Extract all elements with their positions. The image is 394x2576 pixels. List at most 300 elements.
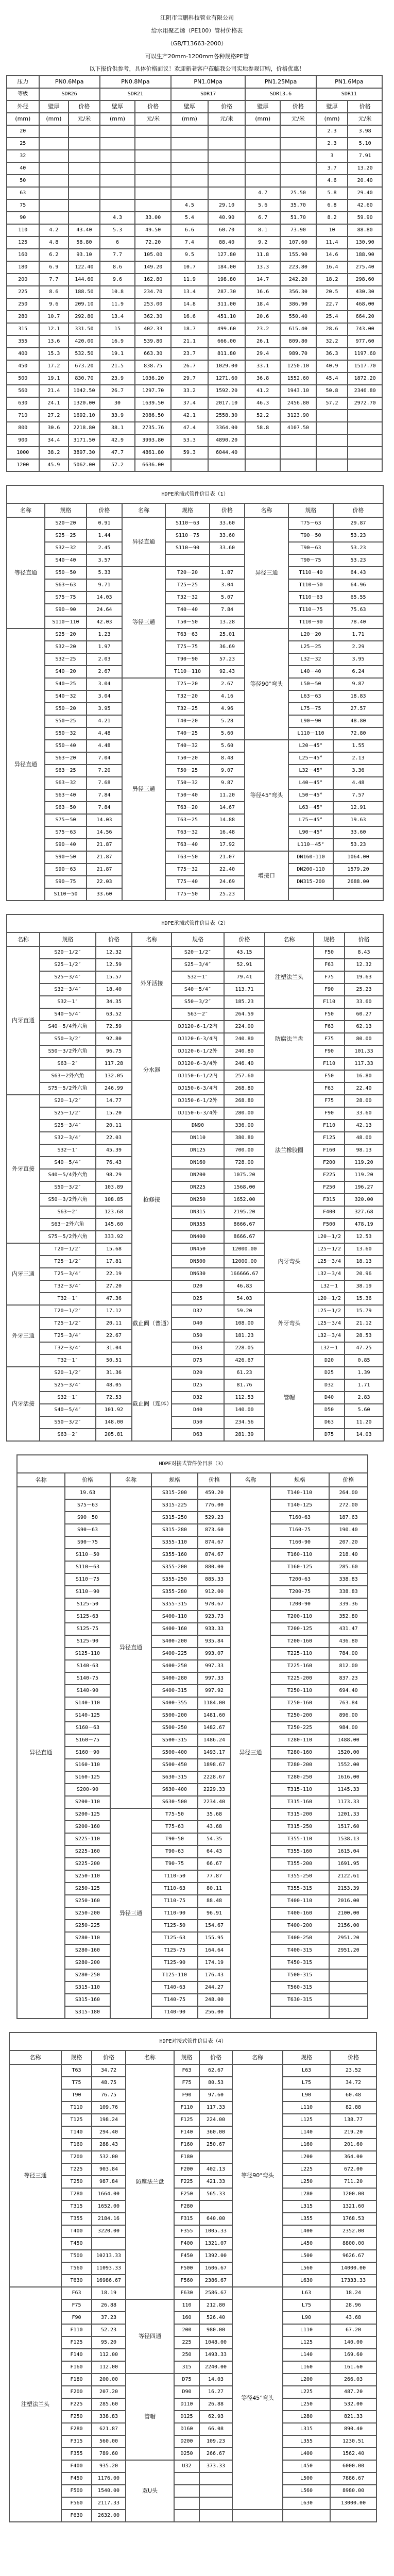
spec: T75－75 xyxy=(165,641,210,653)
column-header: 名称 xyxy=(122,503,165,517)
table-row xyxy=(7,789,383,802)
spec: S400-160 xyxy=(151,1623,198,1635)
fitting-name: 异径直通 xyxy=(122,517,165,567)
spec: F180 xyxy=(61,2374,92,2386)
price-per-meter: 73.90 xyxy=(280,224,316,236)
spec-or-price: S250-160 xyxy=(65,1895,110,1907)
price-per-meter xyxy=(68,162,100,175)
spec: L75 xyxy=(283,2299,330,2312)
spec: D63 xyxy=(314,1416,345,1429)
spec: T63－63 xyxy=(165,629,210,641)
price: 2100.00 xyxy=(329,1907,368,1920)
spec: L32－32 xyxy=(288,653,333,666)
table-row xyxy=(7,740,383,752)
wall-thickness: 5.6 xyxy=(245,199,280,212)
spec: S32－25 xyxy=(45,653,87,666)
table-row xyxy=(17,1586,368,1598)
spec-or-price: S125-63 xyxy=(65,1611,110,1623)
spec-or-price: S200-90 xyxy=(65,1784,110,1796)
spec: 225 xyxy=(174,2336,199,2349)
price-per-meter xyxy=(68,150,100,162)
price: 763.84 xyxy=(329,1697,368,1709)
price: 1538.13 xyxy=(329,1833,368,1845)
price: 2.45 xyxy=(87,542,122,554)
spec: D90 xyxy=(174,2386,199,2398)
wall-thickness: 14.6 xyxy=(316,249,348,261)
fitting-name: 内牙活接 xyxy=(7,1367,40,1441)
table-row xyxy=(7,727,383,740)
fitting-name: 异径直通 xyxy=(17,1487,65,2019)
price: 373.33 xyxy=(199,2460,232,2472)
spec: L160 xyxy=(283,2139,330,2151)
price: 80.00 xyxy=(345,1033,383,1045)
spec: D40 xyxy=(172,1404,224,1416)
spec-or-price: S160-125 xyxy=(65,1771,110,1784)
price-per-meter xyxy=(208,187,246,199)
spec: S90－63 xyxy=(45,863,87,876)
price: 2156.00 xyxy=(329,1920,368,1932)
table-row xyxy=(17,1722,368,1734)
spec: DJ150-6-3/4内 xyxy=(172,1082,224,1095)
spec: L315 xyxy=(283,2200,330,2213)
price: 980.00 xyxy=(199,2324,232,2336)
spec: S630-315 xyxy=(151,1771,198,1784)
spec: S110－90 xyxy=(165,542,210,554)
outer-diameter: 50 xyxy=(7,175,39,187)
table-row xyxy=(7,1231,383,1243)
spec: DN315 xyxy=(172,1206,224,1218)
fitting-name: 防腐法兰盘 xyxy=(265,1008,314,1070)
table-row xyxy=(7,959,383,971)
price: 10213.33 xyxy=(92,2250,126,2262)
price: 207.20 xyxy=(329,1536,368,1549)
wall-thickness: 8.1 xyxy=(245,224,280,236)
price: 109.76 xyxy=(92,2102,126,2114)
price: 3.04 xyxy=(87,690,122,703)
spec: L20－1/2 xyxy=(314,1231,345,1243)
spec: L20－20 xyxy=(288,629,333,641)
spec: F140 xyxy=(61,2349,92,2361)
spec-or-price: S90－50 xyxy=(65,1512,110,1524)
price: 33.60 xyxy=(87,888,122,901)
spec-or-price: S125-110 xyxy=(65,1648,110,1660)
spec-or-price: S110－90 xyxy=(65,1586,110,1598)
spec: F450 xyxy=(174,2250,199,2262)
price: 784.00 xyxy=(329,1648,368,1660)
price: 198.24 xyxy=(92,2114,126,2126)
document-header xyxy=(0,11,394,75)
spec: T125-50 xyxy=(151,1920,198,1932)
spec: L140 xyxy=(283,2126,330,2139)
spec: S32－1″ xyxy=(40,1392,96,1404)
table-row xyxy=(7,1330,383,1342)
price-per-meter: 4890.20 xyxy=(208,434,246,447)
wall-thickness xyxy=(39,212,69,224)
fittings-table xyxy=(6,914,384,1442)
fitting-name: 截止阀（连体） xyxy=(132,1367,172,1441)
pricing-note: 以下报价供参考，具体价格面议！欢迎新老客户莅临我公司实地参观订购，价格优惠！ xyxy=(89,65,305,72)
spec: L110－45° xyxy=(288,839,333,851)
wall-thickness xyxy=(39,138,69,150)
spec: T32－25 xyxy=(165,703,210,715)
spec: T90－75 xyxy=(288,554,333,567)
spec: T225-160 xyxy=(270,1660,329,1672)
spec: S32－1″ xyxy=(172,971,224,984)
price-per-meter: 88.80 xyxy=(348,224,382,236)
spec: L125 xyxy=(283,2336,330,2349)
pressure-class: PN1.25Mpa xyxy=(245,76,316,88)
table-row xyxy=(9,2126,376,2139)
price: 33.60 xyxy=(210,530,245,542)
spec-or-price: S225-160 xyxy=(65,1845,110,1858)
wall-thickness: 19.1 xyxy=(100,348,135,360)
spec: DJ120-6-1/2内 xyxy=(172,1021,224,1033)
spec: S25－20 xyxy=(45,629,87,641)
spec-or-price: S140-63 xyxy=(65,1660,110,1672)
spec: T110 xyxy=(61,2102,92,2114)
table-row xyxy=(17,1870,368,1883)
price: 338.83 xyxy=(92,2411,126,2423)
price: 12000.00 xyxy=(224,1256,265,1268)
price-per-meter: 550.40 xyxy=(280,311,316,323)
price: 244.27 xyxy=(198,1981,231,1994)
price: 12.32 xyxy=(345,959,383,971)
table-row xyxy=(7,826,383,839)
wall-thickness: 6.2 xyxy=(39,249,69,261)
pressure-class: PN1.6Mpa xyxy=(316,76,382,88)
wall-thickness: 57.2 xyxy=(100,459,135,471)
price-per-meter: 29.40 xyxy=(348,187,382,199)
spec-or-price: S75－63 xyxy=(65,1499,110,1512)
price: 2228.67 xyxy=(198,1771,231,1784)
price: 320.00 xyxy=(345,1194,383,1206)
fitting-name: 内牙弯头 xyxy=(265,1231,314,1293)
wall-thickness xyxy=(39,125,69,138)
price: 1517.60 xyxy=(329,1821,368,1833)
spec: T90-50 xyxy=(151,1833,198,1845)
spec: F225 xyxy=(314,1169,345,1181)
table-row xyxy=(17,1598,368,1611)
spec: S50－3/2″ xyxy=(172,996,224,1008)
price: 29.87 xyxy=(333,517,383,530)
price: 207.20 xyxy=(92,2386,126,2398)
spec: T25－20 xyxy=(165,678,210,690)
price: 6.24 xyxy=(333,666,383,678)
table-row xyxy=(17,1549,368,1561)
spec xyxy=(288,888,333,901)
wall-thickness: 8.2 xyxy=(316,212,348,224)
price: 5.60 xyxy=(210,727,245,740)
wall-thickness: 16.6 xyxy=(245,286,280,298)
spec: T90－90 xyxy=(165,653,210,666)
spec-or-price: 19.63 xyxy=(65,1487,110,1499)
outer-diameter: 630 xyxy=(7,397,39,410)
price-label: 价格 xyxy=(68,100,100,113)
price-per-meter xyxy=(135,138,171,150)
price: 8.48 xyxy=(210,752,245,765)
price: 1184.00 xyxy=(198,1697,231,1709)
spec: T25－1/2″ xyxy=(40,1256,96,1268)
spec: S355-110 xyxy=(151,1536,198,1549)
price xyxy=(92,2238,126,2250)
price: 7.20 xyxy=(87,765,122,777)
fittings-tables xyxy=(0,472,394,2522)
price-per-meter xyxy=(68,175,100,187)
price: 28.00 xyxy=(345,1095,383,1107)
spec: L75 xyxy=(283,2077,330,2089)
spec: F110 xyxy=(174,2102,199,2114)
price: 98.29 xyxy=(96,1169,132,1181)
table-gap xyxy=(0,901,394,914)
price: 12.91 xyxy=(333,802,383,814)
price-per-meter xyxy=(348,459,382,471)
price-per-meter: 5.10 xyxy=(348,138,382,150)
table-row xyxy=(9,2064,376,2077)
table-row xyxy=(7,1132,383,1144)
price-per-meter: 1320.00 xyxy=(68,397,100,410)
price-per-meter: 6636.00 xyxy=(135,459,171,471)
price: 2386.67 xyxy=(199,2275,232,2287)
spec: T450-315 xyxy=(270,1957,329,1969)
price: 72.53 xyxy=(96,1392,132,1404)
price: 17333.33 xyxy=(330,2275,376,2287)
price: 3220.00 xyxy=(92,2225,126,2238)
price: 2234.40 xyxy=(198,1796,231,1808)
price-per-meter: 198.80 xyxy=(208,274,246,286)
price: 1606.67 xyxy=(199,2262,232,2275)
price: 984.00 xyxy=(329,1722,368,1734)
spec: D50 xyxy=(172,1330,224,1342)
price: 933.33 xyxy=(198,1623,231,1635)
price: 2184.16 xyxy=(92,2213,126,2225)
price-per-meter xyxy=(280,125,316,138)
spec-or-price: S140-90 xyxy=(65,1685,110,1697)
wall-thickness: 8.6 xyxy=(39,286,69,298)
spec: T400-160 xyxy=(270,1907,329,1920)
price: 33.60 xyxy=(210,542,245,554)
spec: S355-200 xyxy=(151,1561,198,1573)
column-header: 价格 xyxy=(224,933,265,946)
price: 1520.00 xyxy=(329,1747,368,1759)
price: 1064.00 xyxy=(333,851,383,863)
price: 190.40 xyxy=(329,1524,368,1536)
price: 11.20 xyxy=(345,1416,383,1429)
spec: L125 xyxy=(283,2114,330,2126)
spec: DJ150-6-1/2外 xyxy=(172,1095,224,1107)
spec: T50－25 xyxy=(165,765,210,777)
table-gap xyxy=(0,472,394,485)
price-per-meter xyxy=(135,125,171,138)
price: 487.20 xyxy=(330,2386,376,2398)
outer-diameter: 20 xyxy=(7,125,39,138)
column-header: 规格 xyxy=(283,2050,330,2064)
price: 16.27 xyxy=(199,2386,232,2398)
spec: S25－3/4″ xyxy=(40,1120,96,1132)
table-row xyxy=(9,2361,376,2374)
price: 22.40 xyxy=(210,863,245,876)
price: 2195.20 xyxy=(224,1206,265,1218)
fitting-name: 外牙三通 xyxy=(7,1305,40,1367)
spec: S63－2″ xyxy=(40,1206,96,1218)
price-per-meter xyxy=(208,138,246,150)
price: 5.07 xyxy=(210,591,245,604)
price-label: 价格 xyxy=(280,100,316,113)
wall-thickness: 45.9 xyxy=(39,459,69,471)
spec: L450 xyxy=(283,2460,330,2472)
price xyxy=(329,2006,368,2019)
price: 28.53 xyxy=(345,1330,383,1342)
spec: F225 xyxy=(61,2398,92,2411)
spec: S50－3/2″ xyxy=(40,1033,96,1045)
wall-thickness: 30 xyxy=(100,397,135,410)
price-per-meter xyxy=(280,175,316,187)
price: 2586.67 xyxy=(199,2287,232,2299)
price: 145.60 xyxy=(96,1218,132,1231)
table-row xyxy=(7,323,382,335)
price-per-meter: 666.00 xyxy=(208,335,246,348)
price-per-meter: 130.90 xyxy=(348,236,382,249)
price-per-meter: 6044.40 xyxy=(208,447,246,459)
spec: L25－45° xyxy=(288,752,333,765)
price: 15.36 xyxy=(345,1293,383,1305)
spec-or-price: S315-180 xyxy=(65,2006,110,2019)
spec: T400-315 xyxy=(270,1944,329,1957)
spec: T63－40 xyxy=(165,839,210,851)
price: 529.23 xyxy=(198,1512,231,1524)
price: 169.60 xyxy=(330,2349,376,2361)
column-header: 名称 xyxy=(9,2050,61,2064)
document-title: 给水用聚乙烯（PE100）管材价格表 xyxy=(151,27,243,34)
price: 47.36 xyxy=(96,1293,132,1305)
price: 53.23 xyxy=(333,542,383,554)
table-row xyxy=(9,2102,376,2114)
price: 45.39 xyxy=(96,1144,132,1157)
spec: S500-450 xyxy=(151,1759,198,1771)
column-header: 价格 xyxy=(92,2050,126,2064)
price: 20.96 xyxy=(345,1268,383,1280)
price-per-meter: 3.98 xyxy=(348,125,382,138)
table-row xyxy=(7,199,382,212)
spec-or-price: S160－90 xyxy=(65,1747,110,1759)
wall-thickness: 17.2 xyxy=(39,360,69,372)
price-per-meter xyxy=(280,434,316,447)
price: 923.73 xyxy=(198,1611,231,1623)
table-row xyxy=(17,1536,368,1549)
spec: S20－1/2″ xyxy=(40,946,96,959)
table-row xyxy=(9,2510,376,2522)
price-per-meter: 287.30 xyxy=(208,286,246,298)
price-per-meter: 253.00 xyxy=(135,298,171,311)
wall-thickness: 4.5 xyxy=(171,199,208,212)
spec: T110－110 xyxy=(165,666,210,678)
wall-thickness: 23.2 xyxy=(245,323,280,335)
price: 3.57 xyxy=(87,554,122,567)
price: 1005.33 xyxy=(199,2225,232,2238)
price: 268.80 xyxy=(224,1082,265,1095)
outer-diameter: 1200 xyxy=(7,459,39,471)
price: 1075.20 xyxy=(224,1169,265,1181)
table-row xyxy=(9,2200,376,2213)
price: 1048.00 xyxy=(199,2336,232,2349)
spec: S40－5/4外六角 xyxy=(40,1021,96,1033)
wall-thickness: 9.2 xyxy=(245,236,280,249)
price: 264.00 xyxy=(329,1487,368,1499)
price: 2240.00 xyxy=(199,2361,232,2374)
price-per-meter xyxy=(68,138,100,150)
spec: F110 xyxy=(314,1058,345,1070)
price: 272.00 xyxy=(329,1499,368,1512)
spec: T355 xyxy=(61,2213,92,2225)
table-row xyxy=(7,1194,383,1206)
price: 31.04 xyxy=(96,1342,132,1354)
price-per-meter: 29.10 xyxy=(208,199,246,212)
wall-thickness: 16.6 xyxy=(171,311,208,323)
sdr-grade: SDR17 xyxy=(171,88,245,100)
spec: S40－5/4″ xyxy=(172,984,224,996)
price: 560.00 xyxy=(92,2435,126,2448)
table-row xyxy=(7,224,382,236)
table-row xyxy=(9,2485,376,2497)
wall-thickness: 5.3 xyxy=(100,224,135,236)
price: 22.67 xyxy=(96,1330,132,1342)
price-per-meter: 811.80 xyxy=(208,348,246,360)
price: 196.27 xyxy=(345,1181,383,1194)
price: 240.80 xyxy=(224,1045,265,1058)
price: 67.20 xyxy=(330,2324,376,2336)
spec: L280 xyxy=(283,2188,330,2200)
spec: T125 xyxy=(61,2114,92,2126)
title-row xyxy=(9,2032,376,2050)
wall-thickness: 42.9 xyxy=(100,434,135,447)
wall-thickness: 12.1 xyxy=(39,323,69,335)
price: 13000.00 xyxy=(330,2497,376,2510)
price: 140.00 xyxy=(330,2336,376,2349)
spec-or-price: S110－50 xyxy=(65,1549,110,1561)
spec: T200-90 xyxy=(270,1598,329,1611)
price: 43.68 xyxy=(198,1821,231,1833)
spec: S355-250 xyxy=(151,1573,198,1586)
price: 3.95 xyxy=(87,703,122,715)
price: 776.00 xyxy=(198,1499,231,1512)
wall-thickness: 20.5 xyxy=(316,286,348,298)
price-per-meter: 292.80 xyxy=(68,311,100,323)
column-header: 价格 xyxy=(199,2050,232,2064)
wall-thickness xyxy=(316,410,348,422)
fitting-name: 异径三通 xyxy=(231,1487,270,2019)
header-row xyxy=(9,2050,376,2064)
sdr-grade: SDR13.6 xyxy=(245,88,316,100)
spec: T50－20 xyxy=(165,752,210,765)
wall-thickness: 14.8 xyxy=(171,298,208,311)
spec: F125 xyxy=(61,2336,92,2349)
price: 1.71 xyxy=(345,1379,383,1392)
price: 935.84 xyxy=(198,1635,231,1648)
price-per-meter: 2218.80 xyxy=(68,422,100,434)
price-per-meter: 3123.90 xyxy=(280,410,316,422)
spec: L140 xyxy=(283,2349,330,2361)
spec: D110 xyxy=(174,2398,199,2411)
spec: T40－32 xyxy=(165,740,210,752)
price: 1.71 xyxy=(333,629,383,641)
table-row xyxy=(7,703,383,715)
spec: T125-75 xyxy=(151,1944,198,1957)
spec-or-price: S280-160 xyxy=(65,1944,110,1957)
price: 27.20 xyxy=(96,1280,132,1293)
spec: T125-63 xyxy=(151,1932,198,1944)
spec: S400-280 xyxy=(151,1672,198,1685)
spec: S25－3/4″ xyxy=(40,1379,96,1392)
price-per-meter: 162.80 xyxy=(135,274,171,286)
